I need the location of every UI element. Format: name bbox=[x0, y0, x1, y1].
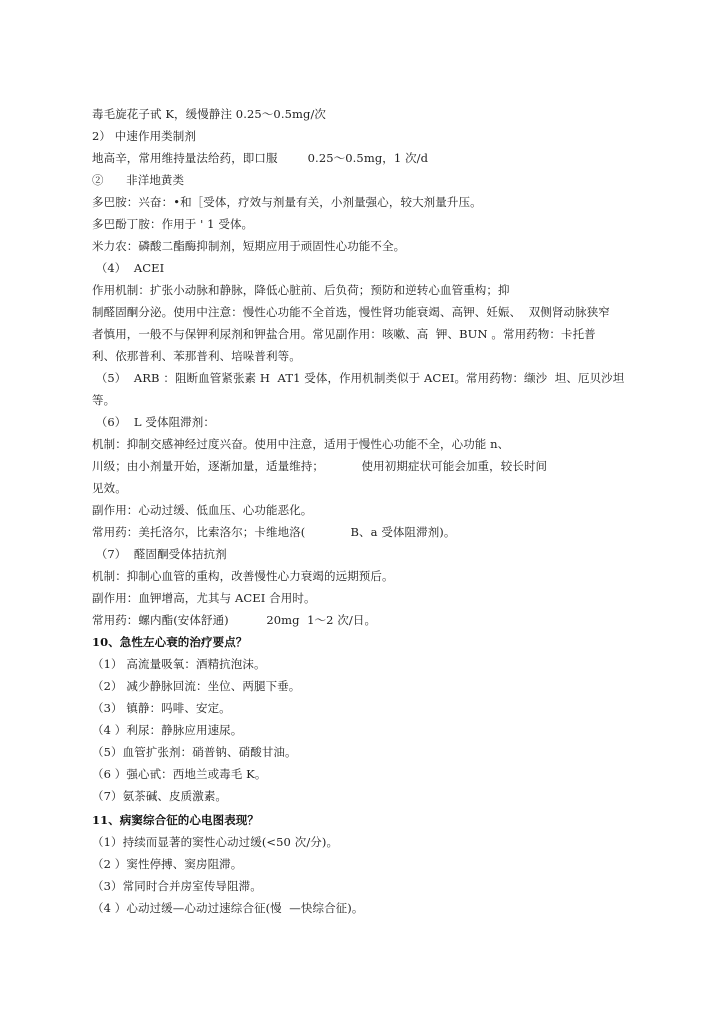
list-item: （1）持续而显著的窦性心动过缓(<50 次/分)。 bbox=[92, 835, 339, 849]
text-line: 者慎用，一般不与保钾利尿剂和钾盐合用。常见副作用：咳嗽、高 钾、BUN 。常用药物：卡托普 bbox=[92, 327, 596, 341]
text-line: 米力农：磷酸二酯酶抑制剂，短期应用于顽固性心功能不全。 bbox=[92, 239, 406, 253]
subheading: ② 非洋地黄类 bbox=[92, 173, 185, 187]
text-line: 多巴胺：兴奋：•和［受体，疗效与剂量有关，小剂量强心，较大剂量升压。 bbox=[92, 195, 482, 209]
text-line: 常用药：美托洛尔，比索洛尔；卡维地洛( B、a 受体阻滞剂)。 bbox=[92, 525, 456, 539]
list-item: （7）氨茶碱、皮质激素。 bbox=[92, 789, 228, 803]
text-line: 川级；由小剂量开始，逐渐加量，适量维持； 使用初期症状可能会加重，较长时间 bbox=[92, 459, 548, 473]
text-line: 作用机制：扩张小动脉和静脉，降低心脏前、后负荷；预防和逆转心血管重构；抑 bbox=[92, 283, 510, 297]
text-line: 见效。 bbox=[92, 481, 127, 495]
text-line: 机制：抑制交感神经过度兴奋。使用中注意，适用于慢性心功能不全，心功能 n、 bbox=[92, 437, 510, 451]
list-item: （2 ）窦性停搏、窦房阻滞。 bbox=[92, 857, 243, 871]
text-line: 多巴酚丁胺：作用于 ' 1 受体。 bbox=[92, 217, 254, 231]
list-item: （2） 减少静脉回流：坐位、两腿下垂。 bbox=[92, 679, 301, 693]
subheading: （6） L 受体阻滞剂： bbox=[92, 415, 215, 429]
text-line: 常用药：螺内酯(安体舒通) 20mg 1～2 次/日。 bbox=[92, 613, 377, 627]
list-item: （3） 镇静：吗啡、安定。 bbox=[92, 701, 231, 715]
list-item: （4 ）心动过缓—心动过速综合征(慢 —快综合征)。 bbox=[92, 901, 364, 915]
text-line: 毒毛旋花子甙 K，缓慢静注 0.25～0.5mg/次 bbox=[92, 107, 327, 121]
list-item: （3）常同时合并房室传导阻滞。 bbox=[92, 879, 262, 893]
text-line: 地高辛，常用维持量法给药，即口服 0.25～0.5mg，1 次/d bbox=[92, 151, 429, 165]
subheading: （4） ACEI bbox=[92, 261, 165, 275]
text-line: 利、依那普利、苯那普利、培哚普利等。 bbox=[92, 349, 301, 363]
text-line: （5） ARB ：阻断血管紧张素 H AT1 受体，作用机制类似于 ACEI。常用药物：缬沙 坦、厄贝沙坦 bbox=[92, 371, 625, 385]
text-line: 等。 bbox=[92, 393, 116, 407]
list-item: （5）血管扩张剂：硝普钠、硝酸甘油。 bbox=[92, 745, 297, 759]
subheading: 2） 中速作用类制剂 bbox=[92, 129, 196, 143]
list-item: （4 ）利尿：静脉应用速尿。 bbox=[92, 723, 243, 737]
question-heading: 11、病窦综合征的心电图表现？ bbox=[92, 813, 260, 827]
list-item: （6 ）强心甙：西地兰或毒毛 K。 bbox=[92, 767, 267, 781]
subheading: （7） 醛固酮受体拮抗剂 bbox=[92, 547, 227, 561]
text-line: 机制：抑制心血管的重构，改善慢性心力衰竭的远期预后。 bbox=[92, 569, 394, 583]
list-item: （1） 高流量吸氧：酒精抗泡沫。 bbox=[92, 657, 266, 671]
question-heading: 10、急性左心衰的治疗要点？ bbox=[92, 635, 248, 649]
text-line: 制醛固酮分泌。使用中注意：慢性心功能不全首选，慢性肾功能衰竭、高钾、妊娠、 双侧肾动脉狭窄 bbox=[92, 305, 610, 319]
text-line: 副作用：心动过缓、低血压、心功能恶化。 bbox=[92, 503, 313, 517]
text-line: 副作用：血钾增高，尤其与 ACEI 合用时。 bbox=[92, 591, 316, 605]
